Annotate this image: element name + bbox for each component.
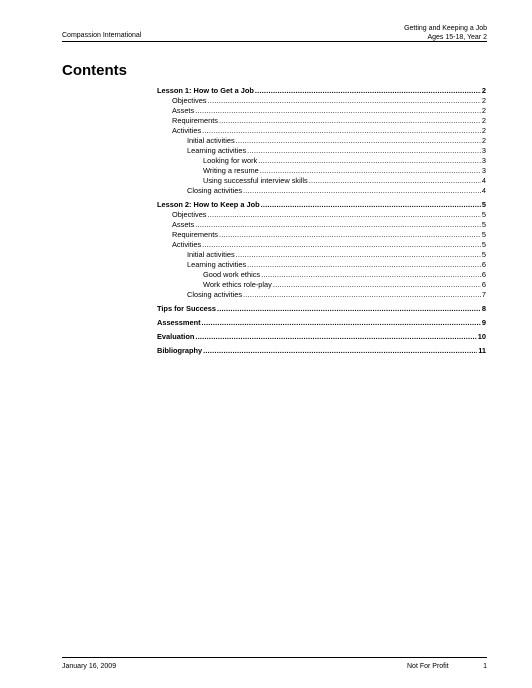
toc-entry-label: Using successful interview skills [203, 176, 308, 185]
toc-dot-leader [261, 270, 481, 279]
toc-entry[interactable] [157, 176, 486, 186]
toc-entry-page: 6 [481, 270, 486, 279]
toc-entry-label: Lesson 2: How to Keep a Job [157, 200, 260, 209]
toc-entry-label: Activities [172, 126, 202, 135]
header-title-line-1: Getting and Keeping a Job [404, 25, 487, 32]
toc-entry-page: 3 [481, 156, 486, 165]
toc-entry-page: 2 [481, 126, 486, 135]
toc-dot-leader [208, 210, 481, 219]
toc-entry[interactable] [157, 230, 486, 240]
toc-entry-label: Learning activities [187, 260, 247, 269]
toc-entry-page: 5 [481, 200, 486, 209]
toc-dot-leader [219, 230, 481, 239]
toc-entry-page: 2 [481, 86, 486, 95]
toc-entry[interactable] [157, 220, 486, 230]
toc-entry[interactable] [157, 346, 486, 356]
toc-entry-label: Writing a resume [203, 166, 259, 175]
toc-dot-leader [202, 240, 481, 249]
toc-dot-leader [255, 86, 481, 95]
toc-dot-leader [309, 176, 481, 185]
toc-entry-label: Lesson 1: How to Get a Job [157, 86, 254, 95]
header-divider [62, 41, 487, 42]
toc-entry[interactable] [157, 280, 486, 290]
toc-entry-page: 7 [481, 290, 486, 299]
toc-entry-page: 5 [481, 230, 486, 239]
table-of-contents [157, 86, 486, 356]
toc-entry-label: Activities [172, 240, 202, 249]
toc-entry-page: 4 [481, 176, 486, 185]
toc-entry[interactable] [157, 240, 486, 250]
toc-entry-label: Evaluation [157, 332, 195, 341]
toc-dot-leader [195, 220, 481, 229]
toc-entry[interactable] [157, 126, 486, 136]
toc-entry-label: Closing activities [187, 290, 243, 299]
footer-notice: Not For Profit [407, 663, 449, 670]
toc-entry-page: 4 [481, 186, 486, 195]
toc-entry[interactable] [157, 156, 486, 166]
toc-entry-label: Good work ethics [203, 270, 261, 279]
toc-entry-label: Bibliography [157, 346, 203, 355]
toc-entry[interactable] [157, 166, 486, 176]
toc-entry-label: Assets [172, 220, 195, 229]
toc-entry-page: 5 [481, 240, 486, 249]
toc-entry-label: Initial activities [187, 136, 235, 145]
footer-page-number: 1 [483, 663, 487, 670]
toc-entry-page: 3 [481, 166, 486, 175]
toc-entry[interactable] [157, 86, 486, 96]
toc-entry[interactable] [157, 270, 486, 280]
toc-entry-page: 10 [477, 332, 486, 341]
toc-dot-leader [202, 126, 481, 135]
toc-entry-label: Requirements [172, 116, 219, 125]
toc-entry-label: Closing activities [187, 186, 243, 195]
contents-heading: Contents [62, 62, 127, 79]
toc-dot-leader [195, 106, 481, 115]
toc-entry-page: 3 [481, 146, 486, 155]
toc-entry-page: 5 [481, 210, 486, 219]
toc-dot-leader [243, 186, 481, 195]
toc-entry-page: 11 [478, 346, 486, 355]
toc-entry[interactable] [157, 210, 486, 220]
toc-dot-leader [217, 304, 481, 313]
toc-dot-leader [260, 166, 481, 175]
toc-entry-label: Tips for Success [157, 304, 217, 313]
toc-dot-leader [219, 116, 481, 125]
toc-entry-label: Learning activities [187, 146, 247, 155]
toc-entry-page: 2 [481, 136, 486, 145]
toc-entry[interactable] [157, 260, 486, 270]
toc-dot-leader [208, 96, 481, 105]
toc-entry[interactable] [157, 116, 486, 126]
toc-entry[interactable] [157, 200, 486, 210]
toc-dot-leader [243, 290, 481, 299]
toc-entry[interactable] [157, 136, 486, 146]
toc-entry[interactable] [157, 106, 486, 116]
toc-entry[interactable] [157, 96, 486, 106]
toc-entry[interactable] [157, 146, 486, 156]
toc-entry-page: 2 [481, 116, 486, 125]
toc-entry-page: 6 [481, 280, 486, 289]
toc-entry[interactable] [157, 318, 486, 328]
toc-entry-label: Objectives [172, 210, 207, 219]
toc-entry[interactable] [157, 304, 486, 314]
toc-dot-leader [203, 346, 477, 355]
toc-entry[interactable] [157, 250, 486, 260]
toc-entry-label: Objectives [172, 96, 207, 105]
toc-entry-label: Requirements [172, 230, 219, 239]
toc-dot-leader [273, 280, 481, 289]
footer-divider [62, 657, 487, 658]
header-document-title [404, 24, 487, 42]
toc-entry-page: 5 [481, 220, 486, 229]
toc-entry-page: 9 [481, 318, 486, 327]
toc-dot-leader [247, 260, 481, 269]
footer-date: January 16, 2009 [62, 663, 117, 670]
toc-dot-leader [195, 332, 476, 341]
header-title-line-2: Ages 15-18, Year 2 [427, 34, 487, 41]
toc-entry[interactable] [157, 332, 486, 342]
toc-entry-label: Initial activities [187, 250, 235, 259]
toc-dot-leader [202, 318, 481, 327]
toc-entry-page: 5 [481, 250, 486, 259]
toc-entry-page: 2 [481, 106, 486, 115]
header-organization: Compassion International [62, 32, 142, 39]
toc-entry-page: 6 [481, 260, 486, 269]
toc-entry[interactable] [157, 290, 486, 300]
toc-dot-leader [236, 250, 481, 259]
toc-dot-leader [236, 136, 481, 145]
toc-entry-page: 8 [481, 304, 486, 313]
toc-entry-label: Work ethics role-play [203, 280, 272, 289]
toc-dot-leader [258, 156, 481, 165]
toc-entry-label: Assessment [157, 318, 201, 327]
toc-entry-label: Assets [172, 106, 195, 115]
toc-dot-leader [261, 200, 481, 209]
toc-entry-label: Looking for work [203, 156, 258, 165]
toc-entry[interactable] [157, 186, 486, 196]
toc-entry-page: 2 [481, 96, 486, 105]
toc-dot-leader [247, 146, 481, 155]
